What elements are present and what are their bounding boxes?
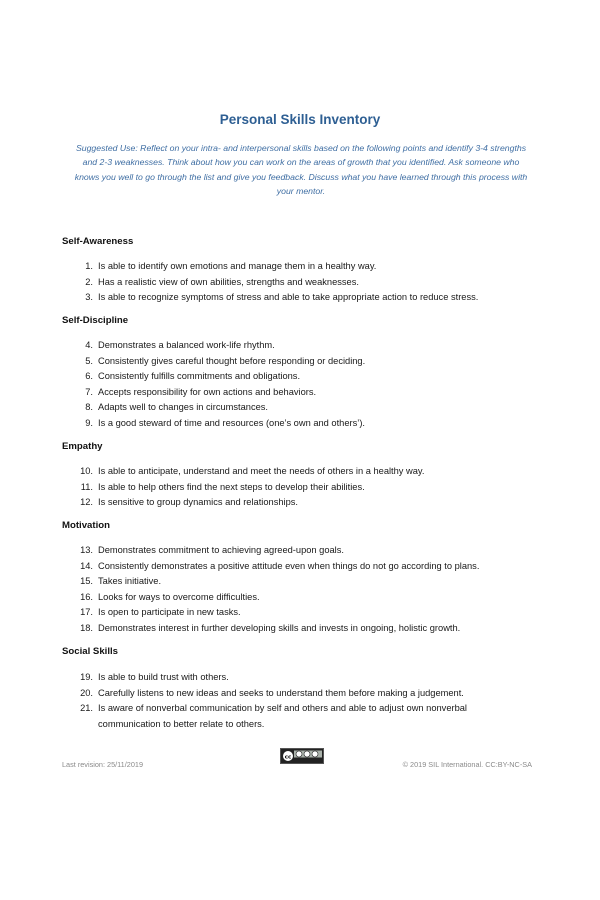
item-text: Consistently demonstrates a positive attitude even when things do not go according to plans. xyxy=(98,560,480,571)
item-number: 10. xyxy=(80,466,93,476)
social-skills-list xyxy=(62,670,532,732)
motivation-list xyxy=(62,543,532,637)
item-text: Consistently fulfills commitments and obligations. xyxy=(98,371,301,382)
list-item xyxy=(62,543,532,559)
list-item xyxy=(62,354,532,370)
item-number: 13. xyxy=(80,545,93,555)
list-item xyxy=(62,338,532,354)
section-heading-self-discipline: Self-Discipline xyxy=(62,315,129,326)
item-text: Carefully listens to new ideas and seeks to understand them before making a judgement. xyxy=(98,687,464,698)
section-heading-empathy: Empathy xyxy=(62,441,103,452)
cc-badge-graphic xyxy=(281,749,323,763)
item-text: Is able to anticipate, understand and meet the needs of others in a healthy way. xyxy=(98,466,425,476)
list-item xyxy=(62,416,532,432)
list-item xyxy=(62,559,532,575)
item-text: Is able to recognize symptoms of stress and able to take appropriate action to reduce stress. xyxy=(98,292,479,303)
list-item xyxy=(62,290,532,306)
item-text: Is sensitive to group dynamics and relationships. xyxy=(98,497,298,508)
item-text: Is able to build trust with others. xyxy=(98,672,229,682)
item-number: 3. xyxy=(85,292,93,303)
list-item xyxy=(62,605,532,621)
list-item xyxy=(62,574,532,590)
list-item xyxy=(62,464,532,480)
item-text: Is open to participate in new tasks. xyxy=(98,607,241,618)
item-text: Takes initiative. xyxy=(98,576,162,587)
item-text: Is a good steward of time and resources (one’s own and others’). xyxy=(98,417,365,428)
list-item xyxy=(62,686,532,702)
item-text: Demonstrates commitment to achieving agreed-upon goals. xyxy=(98,545,344,555)
item-number: 1. xyxy=(85,261,93,271)
self-awareness-list xyxy=(62,259,532,306)
section-heading-self-awareness: Self-Awareness xyxy=(62,236,134,247)
item-text: Demonstrates interest in further developing skills and invests in ongoing, holistic growth. xyxy=(98,622,461,633)
list-item xyxy=(62,400,532,416)
svg-text:cc: cc xyxy=(284,754,292,761)
item-number: 8. xyxy=(85,402,93,413)
list-item xyxy=(62,385,532,401)
empathy-list xyxy=(62,464,532,511)
item-number: 14. xyxy=(80,560,93,571)
item-number: 18. xyxy=(80,622,93,633)
copyright-text: © 2019 SIL International. CC:BY-NC-SA xyxy=(402,760,532,769)
item-number: 15. xyxy=(80,576,93,587)
item-number: 16. xyxy=(80,591,93,602)
list-item xyxy=(62,275,532,291)
item-text: Is able to help others find the next steps to develop their abilities. xyxy=(98,481,365,492)
list-item xyxy=(62,701,532,732)
item-number: 19. xyxy=(80,672,93,682)
item-number: 11. xyxy=(80,481,93,492)
section-heading-motivation: Motivation xyxy=(62,520,110,531)
item-number: 6. xyxy=(85,371,93,382)
item-number: 5. xyxy=(85,355,93,366)
item-text: Looks for ways to overcome difficulties. xyxy=(98,591,260,602)
item-number: 7. xyxy=(85,386,93,397)
item-number: 17. xyxy=(80,607,93,618)
list-item xyxy=(62,670,532,686)
item-number: 12. xyxy=(80,497,93,508)
creative-commons-license-icon xyxy=(280,748,324,764)
suggested-use-note: Suggested Use: Reflect on your intra- and interpersonal skills based on the following points and identify 3-4 strengths and 2-3 weaknesses. Think about how you can work on the areas of growth that you identified. Ask someone who knows you well to go through the list and give you feedback. Discuss what you have learned through this process with your mentor. xyxy=(74,143,528,196)
page-title: Personal Skills Inventory xyxy=(219,112,381,127)
list-item xyxy=(62,495,532,511)
item-text: Is able to identify own emotions and manage them in a healthy way. xyxy=(98,261,377,271)
item-number: 20. xyxy=(80,687,93,698)
item-text: Has a realistic view of own abilities, strengths and weaknesses. xyxy=(98,276,359,287)
section-heading-social-skills: Social Skills xyxy=(62,646,118,657)
list-item xyxy=(62,621,532,637)
last-revision-text: Last revision: 25/11/2019 xyxy=(62,760,143,769)
list-item xyxy=(62,480,532,496)
item-text: Demonstrates a balanced work-life rhythm. xyxy=(98,340,275,350)
item-text: Consistently gives careful thought before responding or deciding. xyxy=(98,355,366,366)
item-number: 9. xyxy=(85,417,93,428)
item-text: Adapts well to changes in circumstances. xyxy=(98,402,269,413)
item-number: 21. xyxy=(80,703,93,714)
item-text: Is aware of nonverbal communication by self and others and able to adjust own nonverbal communication to better relate to others. xyxy=(98,703,467,729)
list-item xyxy=(62,369,532,385)
list-item xyxy=(62,590,532,606)
item-number: 4. xyxy=(85,340,93,350)
list-item xyxy=(62,259,532,275)
item-number: 2. xyxy=(85,276,93,287)
item-text: Accepts responsibility for own actions and behaviors. xyxy=(98,386,317,397)
self-discipline-list xyxy=(62,338,532,432)
